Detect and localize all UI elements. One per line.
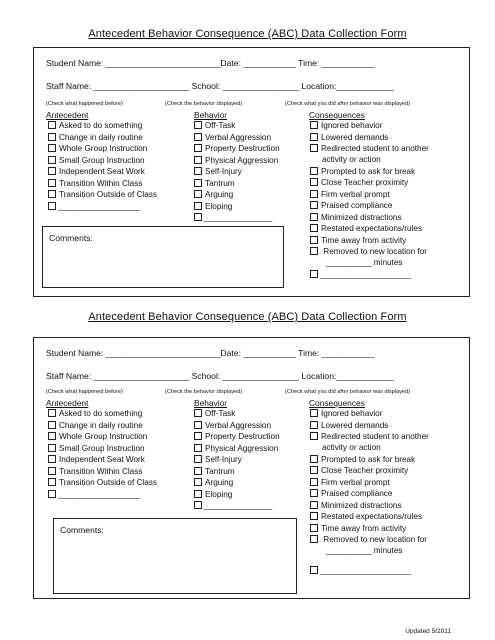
consequence-item-other[interactable]: ____________________ xyxy=(310,565,411,576)
behavior-header: Behavior xyxy=(194,398,228,408)
antecedent-item[interactable]: Asked to do something xyxy=(48,408,142,419)
consequence-item[interactable]: Removed to new location for xyxy=(310,534,427,545)
form-box xyxy=(33,47,470,297)
staff-name-line[interactable]: Staff Name: ____________________ School: ________________ Location:____________ xyxy=(46,371,394,381)
checkbox[interactable] xyxy=(48,409,56,417)
checkbox[interactable] xyxy=(310,501,318,509)
behavior-item[interactable]: Tantrum xyxy=(194,466,235,477)
antecedent-item[interactable]: Transition Outside of Class xyxy=(48,189,157,200)
comments-label: Comments: xyxy=(60,525,104,535)
checkbox[interactable] xyxy=(48,156,56,164)
behavior-item[interactable]: Arguing xyxy=(194,477,233,488)
antecedent-item-other[interactable]: __________________ xyxy=(48,489,140,500)
antecedent-item[interactable]: Small Group Instruction xyxy=(48,443,145,454)
consequence-continuation[interactable]: __________ minutes xyxy=(326,546,403,555)
consequence-hint: (Check what you did after behavior was displayed) xyxy=(285,389,410,395)
consequence-item[interactable]: Prompted to ask for break xyxy=(310,166,415,177)
antecedent-item[interactable]: Change in daily routine xyxy=(48,420,143,431)
checkbox[interactable] xyxy=(194,213,202,221)
checkbox[interactable] xyxy=(194,467,202,475)
checkbox[interactable] xyxy=(194,501,202,509)
form-title: Antecedent Behavior Consequence (ABC) Data Collection Form xyxy=(88,28,407,40)
checkbox[interactable] xyxy=(310,512,318,520)
consequence-item[interactable]: Firm verbal prompt xyxy=(310,477,390,488)
consequence-item[interactable]: Minimized distractions xyxy=(310,212,402,223)
consequence-item[interactable]: Removed to new location for xyxy=(310,246,427,257)
behavior-item[interactable]: Off-Task xyxy=(194,120,235,131)
antecedent-header: Antecedent xyxy=(46,398,89,408)
consequence-item[interactable]: Redirected student to another xyxy=(310,143,429,154)
checkbox[interactable] xyxy=(310,190,318,198)
behavior-item[interactable]: Tantrum xyxy=(194,178,235,189)
antecedent-item[interactable]: Whole Group Instruction xyxy=(48,431,147,442)
antecedent-item[interactable]: Transition Outside of Class xyxy=(48,477,157,488)
checkbox[interactable] xyxy=(310,466,318,474)
consequence-item[interactable]: Close Teacher proximity xyxy=(310,177,408,188)
behavior-item[interactable]: Verbal Aggression xyxy=(194,420,271,431)
checkbox[interactable] xyxy=(48,421,56,429)
antecedent-item[interactable]: Change in daily routine xyxy=(48,132,143,143)
consequence-item[interactable]: Minimized distractions xyxy=(310,500,402,511)
student-name-line[interactable]: Student Name: ________________________Date: ___________ Time: ___________ xyxy=(46,58,375,68)
checkbox[interactable] xyxy=(310,455,318,463)
checkbox[interactable] xyxy=(310,489,318,497)
checkbox[interactable] xyxy=(48,467,56,475)
checkbox[interactable] xyxy=(310,144,318,152)
consequence-item-other[interactable]: ____________________ xyxy=(310,269,411,280)
student-name-line[interactable]: Student Name: ________________________Date: ___________ Time: ___________ xyxy=(46,348,375,358)
updated-date: Updated 5/2011 xyxy=(405,628,451,635)
behavior-item[interactable]: Self-Injury xyxy=(194,166,242,177)
consequence-item[interactable]: Praised compliance xyxy=(310,200,392,211)
antecedent-item[interactable]: Independent Seat Work xyxy=(48,166,145,177)
consequence-item[interactable]: Redirected student to another xyxy=(310,431,429,442)
antecedent-item[interactable]: Transition Within Class xyxy=(48,466,142,477)
behavior-item-other[interactable]: _______________ xyxy=(194,212,272,223)
checkbox[interactable] xyxy=(48,179,56,187)
behavior-hint: (Check the behavior displayed) xyxy=(165,101,243,107)
checkbox[interactable] xyxy=(48,455,56,463)
checkbox[interactable] xyxy=(194,421,202,429)
behavior-item[interactable]: Physical Aggression xyxy=(194,443,278,454)
checkbox[interactable] xyxy=(48,478,56,486)
checkbox[interactable] xyxy=(310,247,318,255)
consequence-item[interactable]: Ignored behavior xyxy=(310,120,382,131)
checkbox[interactable] xyxy=(310,201,318,209)
consequence-item[interactable]: Time away from activity xyxy=(310,523,406,534)
checkbox[interactable] xyxy=(310,236,318,244)
consequence-item[interactable]: Praised compliance xyxy=(310,488,392,499)
behavior-item-other[interactable]: _______________ xyxy=(194,500,272,511)
antecedent-hint: (Check what happened before) xyxy=(46,389,123,395)
checkbox[interactable] xyxy=(48,167,56,175)
checkbox[interactable] xyxy=(310,566,318,574)
checkbox[interactable] xyxy=(48,133,56,141)
consequence-header: Consequences xyxy=(309,110,365,120)
antecedent-item[interactable]: Small Group Instruction xyxy=(48,155,145,166)
checkbox[interactable] xyxy=(310,121,318,129)
comments-label: Comments: xyxy=(49,233,93,243)
antecedent-header: Antecedent xyxy=(46,110,89,120)
checkbox[interactable] xyxy=(310,167,318,175)
antecedent-item[interactable]: Transition Within Class xyxy=(48,178,142,189)
form-title: Antecedent Behavior Consequence (ABC) Data Collection Form xyxy=(88,311,407,323)
checkbox[interactable] xyxy=(310,409,318,417)
consequence-continuation: activity or action xyxy=(322,155,381,164)
checkbox[interactable] xyxy=(48,144,56,152)
checkbox[interactable] xyxy=(194,179,202,187)
checkbox[interactable] xyxy=(194,490,202,498)
behavior-item[interactable]: Arguing xyxy=(194,189,233,200)
consequence-item[interactable]: Restated expectations/rules xyxy=(310,223,422,234)
checkbox[interactable] xyxy=(310,133,318,141)
checkbox[interactable] xyxy=(310,213,318,221)
checkbox[interactable] xyxy=(48,190,56,198)
antecedent-item[interactable]: Independent Seat Work xyxy=(48,454,145,465)
comments-box[interactable] xyxy=(42,226,284,288)
checkbox[interactable] xyxy=(310,224,318,232)
consequence-item[interactable]: Lowered demands xyxy=(310,132,388,143)
consequence-header: Consequences xyxy=(309,398,365,408)
staff-name-line[interactable]: Staff Name: ____________________ School: ________________ Location:____________ xyxy=(46,81,394,91)
behavior-item[interactable]: Eloping xyxy=(194,489,232,500)
consequence-item[interactable]: Ignored behavior xyxy=(310,408,382,419)
behavior-item[interactable]: Physical Aggression xyxy=(194,155,278,166)
consequence-continuation[interactable]: __________ minutes xyxy=(326,258,403,267)
checkbox[interactable] xyxy=(310,535,318,543)
behavior-header: Behavior xyxy=(194,110,228,120)
consequence-hint: (Check what you did after behavior was displayed) xyxy=(285,101,410,107)
checkbox[interactable] xyxy=(194,121,202,129)
behavior-item[interactable]: Self-Injury xyxy=(194,454,242,465)
checkbox[interactable] xyxy=(310,421,318,429)
antecedent-item[interactable]: Whole Group Instruction xyxy=(48,143,147,154)
antecedent-hint: (Check what happened before) xyxy=(46,101,123,107)
checkbox[interactable] xyxy=(310,432,318,440)
form-box xyxy=(33,337,470,599)
checkbox[interactable] xyxy=(194,409,202,417)
behavior-item[interactable]: Off-Task xyxy=(194,408,235,419)
consequence-item[interactable]: Lowered demands xyxy=(310,420,388,431)
checkbox[interactable] xyxy=(194,444,202,452)
consequence-item[interactable]: Firm verbal prompt xyxy=(310,189,390,200)
consequence-continuation: activity or action xyxy=(322,443,381,452)
antecedent-item[interactable]: Asked to do something xyxy=(48,120,142,131)
checkbox[interactable] xyxy=(194,156,202,164)
checkbox[interactable] xyxy=(48,490,56,498)
behavior-item[interactable]: Eloping xyxy=(194,201,232,212)
behavior-item[interactable]: Property Destruction xyxy=(194,431,280,442)
checkbox[interactable] xyxy=(310,178,318,186)
checkbox[interactable] xyxy=(194,432,202,440)
checkbox[interactable] xyxy=(194,133,202,141)
checkbox[interactable] xyxy=(310,524,318,532)
checkbox[interactable] xyxy=(48,202,56,210)
checkbox[interactable] xyxy=(310,478,318,486)
consequence-item[interactable]: Close Teacher proximity xyxy=(310,465,408,476)
checkbox[interactable] xyxy=(194,202,202,210)
antecedent-item-other[interactable]: __________________ xyxy=(48,201,140,212)
checkbox[interactable] xyxy=(48,444,56,452)
checkbox[interactable] xyxy=(194,478,202,486)
checkbox[interactable] xyxy=(194,144,202,152)
behavior-hint: (Check the behavior displayed) xyxy=(165,389,243,395)
consequence-item[interactable]: Time away from activity xyxy=(310,235,406,246)
checkbox[interactable] xyxy=(194,190,202,198)
behavior-item[interactable]: Property Destruction xyxy=(194,143,280,154)
consequence-item[interactable]: Restated expectations/rules xyxy=(310,511,422,522)
checkbox[interactable] xyxy=(194,167,202,175)
checkbox[interactable] xyxy=(48,121,56,129)
checkbox[interactable] xyxy=(194,455,202,463)
comments-box[interactable] xyxy=(53,518,297,594)
checkbox[interactable] xyxy=(48,432,56,440)
consequence-item[interactable]: Prompted to ask for break xyxy=(310,454,415,465)
checkbox[interactable] xyxy=(310,270,318,278)
behavior-item[interactable]: Verbal Aggression xyxy=(194,132,271,143)
